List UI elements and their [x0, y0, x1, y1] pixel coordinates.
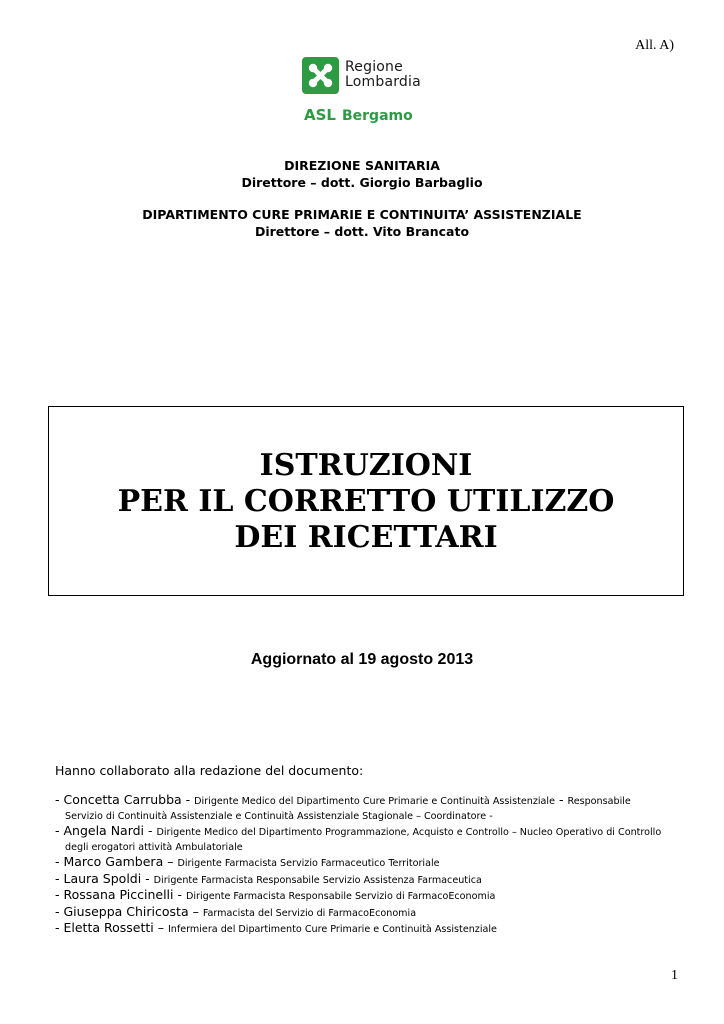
- dipartimento-director: Direttore – dott. Vito Brancato: [254, 224, 470, 239]
- collaborator-name: Rossana Piccinelli: [63, 887, 174, 902]
- collaborator-item: [55, 793, 679, 810]
- direzione-block: [0, 157, 724, 191]
- collaborator-role-continued: [55, 810, 679, 825]
- list-dash: -: [55, 903, 64, 919]
- list-dash: -: [55, 854, 64, 869]
- collaborator-item: [55, 824, 679, 841]
- logo-asl-text: ASL: [304, 106, 336, 124]
- collaborator-role: Dirigente Medico del Dipartimento Programmazione, Acquisto e Controllo – Nucleo Operativo di Controllo: [156, 827, 662, 838]
- collaborator-item: [55, 872, 679, 889]
- role-continuation: Servizio di Continuità Assistenziale e Continuità Assistenziale Stagionale – Coordinatore -: [65, 810, 493, 822]
- lombardia-rose-icon: [302, 57, 339, 94]
- collaborator-role: Dirigente Medico del Dipartimento Cure Primarie e Continuità Assistenziale: [194, 796, 555, 807]
- collaborator-name: Eletta Rossetti: [63, 920, 154, 935]
- collaborator-name: Marco Gambera: [63, 854, 164, 869]
- collaborator-role-extra: Responsabile: [567, 796, 631, 807]
- collaborator-name: Angela Nardi: [63, 823, 145, 838]
- separator: –: [153, 920, 168, 935]
- collaborator-role-continued: [55, 841, 679, 856]
- separator: –: [163, 854, 178, 869]
- collaborator-name: Giuseppa Chiricosta: [63, 903, 189, 919]
- dipartimento-title: DIPARTIMENTO CURE PRIMARIE E CONTINUITA’ ASSISTENZIALE: [142, 207, 582, 222]
- direzione-director: Direttore – dott. Giorgio Barbaglio: [241, 175, 483, 190]
- collaborators-list: [55, 793, 679, 938]
- separator: –: [188, 903, 203, 919]
- collaborator-role: Dirigente Farmacista Responsabile Servizio di FarmacoEconomia: [185, 891, 496, 902]
- logo-city-text: Bergamo: [341, 108, 413, 124]
- collaborator-role: Infermiera del Dipartimento Cure Primarie e Continuità Assistenziale: [167, 924, 497, 935]
- collaborator-name: Laura Spoldi: [63, 870, 142, 886]
- collaborator-name: Concetta Carrubba: [63, 792, 182, 807]
- collaborator-item: [55, 921, 679, 938]
- title-line1: ISTRUZIONI: [259, 448, 473, 483]
- logo-asl: [304, 105, 413, 124]
- collaborators-intro: Hanno collaborato alla redazione del documento:: [55, 763, 364, 778]
- separator: -: [173, 887, 186, 902]
- update-date: Aggiornato al 19 agosto 2013: [250, 651, 474, 668]
- logo-line2: Lombardia: [345, 74, 421, 90]
- logo-line1: Regione: [345, 59, 403, 75]
- collaborator-item: [55, 905, 679, 922]
- list-dash: -: [55, 792, 64, 807]
- separator: -: [181, 792, 195, 807]
- collaborator-item: [55, 888, 679, 905]
- attachment-label: All. A): [635, 38, 674, 53]
- list-dash: -: [55, 887, 64, 902]
- list-dash: -: [55, 870, 64, 886]
- separator: -: [144, 823, 157, 838]
- direzione-title: DIREZIONE SANITARIA: [284, 158, 440, 173]
- role-continuation: degli erogatori attività Ambulatoriale: [65, 841, 243, 853]
- logo-region-name: [345, 60, 421, 90]
- document-title: [48, 448, 684, 556]
- list-dash: -: [55, 823, 64, 838]
- title-line2: PER IL CORRETTO UTILIZZO: [117, 484, 615, 519]
- collaborator-role: Farmacista del Servizio di FarmacoEconomia: [202, 907, 417, 919]
- separator: -: [554, 792, 568, 807]
- collaborator-item: [55, 855, 679, 872]
- regione-lombardia-logo: [302, 57, 442, 127]
- collaborator-role: Dirigente Farmacista Servizio Farmaceutico Territoriale: [177, 858, 440, 869]
- title-line3: DEI RICETTARI: [234, 520, 498, 555]
- collaborator-role: Dirigente Farmacista Responsabile Servizio Assistenza Farmaceutica: [153, 874, 482, 886]
- page-number: 1: [671, 968, 678, 983]
- dipartimento-block: [0, 206, 724, 240]
- list-dash: -: [55, 920, 64, 935]
- separator: -: [141, 870, 154, 886]
